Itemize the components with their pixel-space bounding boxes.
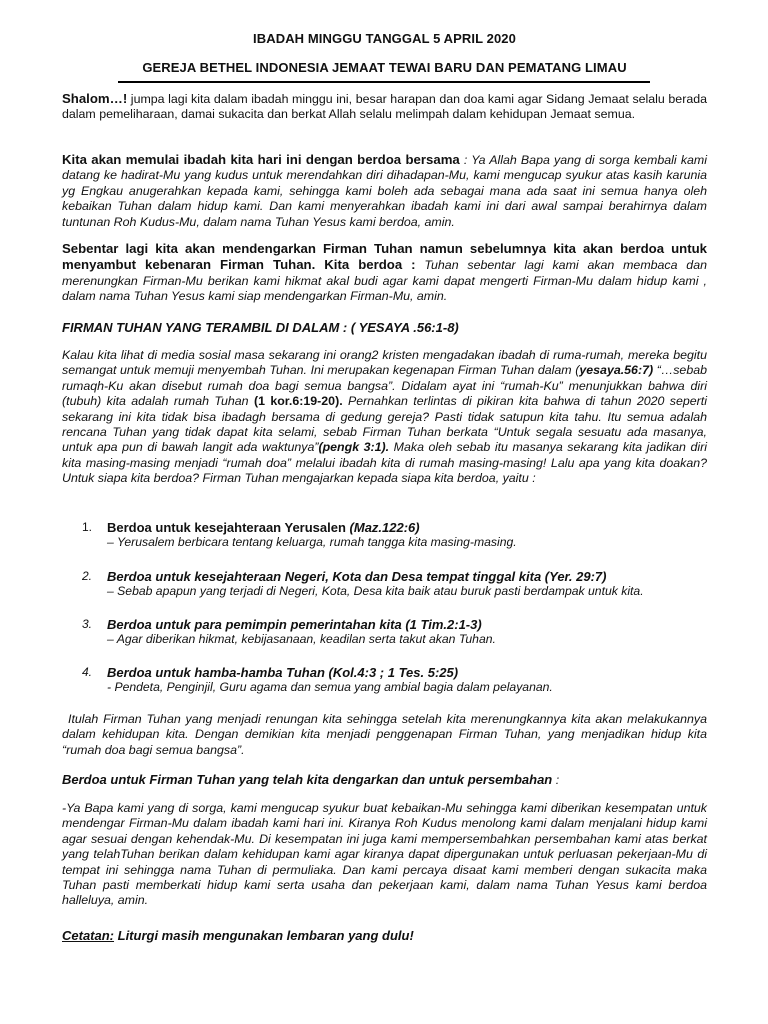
offering-heading: Berdoa untuk Firman Tuhan yang telah kita dengarkan dan untuk persembahan xyxy=(62,772,553,787)
prayer-point-title: Berdoa untuk kesejahteraan Yerusalen xyxy=(107,520,346,535)
prayer-point-desc: - Pendeta, Penginjil, Guru agama dan semua yang ambial bagia dalam pelayanan. xyxy=(107,680,553,695)
prayer-point-number: 4. xyxy=(82,665,93,679)
prayer-point xyxy=(82,665,707,696)
prayer-point-desc: – Agar diberikan hikmat, kebijasanaan, keadilan serta takut akan Tuhan. xyxy=(107,632,496,647)
document-title: IBADAH MINGGU TANGGAL 5 APRIL 2020 xyxy=(253,31,516,46)
prayer-point-number: 3. xyxy=(82,617,93,631)
prayer-point-desc: – Sebab apapun yang terjadi di Negeri, Kota, Desa kita baik atau buruk pasti berdampak untuk kita. xyxy=(107,584,644,599)
scripture-ref-kor: (1 kor.6:19-20). xyxy=(253,394,343,409)
prayer-point-number: 1. xyxy=(82,520,93,534)
prayer-point-ref: (Maz.122:6) xyxy=(345,520,420,535)
document-subtitle: GEREJA BETHEL INDONESIA JEMAAT TEWAI BARU DAN PEMATANG LIMAU xyxy=(142,60,627,75)
prayer-point xyxy=(82,617,707,648)
sermon-text-1: Kalau kita lihat di media sosial masa sekarang ini orang2 kristen mengadakan ibadah di ruma-rumah, mereka begitu semangat untuk memuji menyembah Tuhan. Ini merupakan kegenapan Firman Tuhan dalam ( xyxy=(62,348,707,378)
word-prayer-lead: Sebentar lagi kita akan mendengarkan Firman Tuhan namun sebelumnya kita akan berdoa untuk menyambut kebenaran Firman Tuhan. Kita berdoa : xyxy=(62,241,707,273)
prayer-point-title: Berdoa untuk hamba-hamba Tuhan xyxy=(107,665,325,680)
opening-prayer-lead: Kita akan memulai ibadah kita hari ini dengan berdoa bersama xyxy=(62,152,460,167)
greeting: Shalom…! xyxy=(62,91,128,106)
opening-paragraph xyxy=(62,91,707,123)
prayer-point-title: Berdoa untuk kesejahteraan Negeri, Kota dan Desa tempat tinggal kita xyxy=(107,569,542,584)
sermon-paragraph xyxy=(62,348,707,487)
word-prayer-text: Tuhan sebentar lagi kami akan membaca dan merenungkan Firman-Mu berikan kami hikmat akal budi agar kami dapat mengerti Firman-Mu dalam hidup kami , dalam nama Tuhan Yesus kami siap mendengarkan Firman-Mu, amin. xyxy=(62,258,707,304)
opening-prayer-paragraph xyxy=(62,152,707,230)
conclusion-paragraph: Itulah Firman Tuhan yang menjadi renungan kita sehingga setelah kita merenungkannya kita akan melakukannya dalam kehidupan kita. Dengan demikian kita menjadi penggenapan Firman Tuhan, yang menjadikan hidup kita “rumah doa bagi semua bangsa”. xyxy=(62,712,707,757)
scripture-heading: FIRMAN TUHAN YANG TERAMBIL DI DALAM : ( YESAYA .56:1-8) xyxy=(62,320,459,335)
prayer-point-number: 2. xyxy=(82,569,93,583)
sermon-text-2: “…sebab rumaqh-Ku akan disebut rumah doa bagi semua bangsa”. Didalam ayat ini “rumah-Ku” menunjukkan bahwa diri (tubuh) kita adalah rumah Tuhan xyxy=(62,363,707,409)
scripture-ref-pengk: (pengk 3:1). xyxy=(318,440,390,455)
offering-heading-line xyxy=(62,772,707,788)
prayer-point xyxy=(82,520,707,551)
sermon-text-4: Maka oleh sebab itu masanya sekarang kita jadikan diri kita masing-masing menjadi “rumah doa” melalui ibadah kita di rumah masing-masing! Lalu apa yang kita doakan? Untuk siapa kita berdoa? Firman Tuhan mengajarkan kepada siapa kita berdoa, yaitu : xyxy=(62,440,707,486)
title-divider xyxy=(118,81,650,83)
prayer-point-title: Berdoa untuk para pemimpin pemerintahan kita xyxy=(107,617,402,632)
prayer-point-ref: (Kol.4:3 ; 1 Tes. 5:25) xyxy=(324,665,459,680)
prayer-point-ref: (Yer. 29:7) xyxy=(541,569,607,584)
word-prayer-paragraph xyxy=(62,241,707,305)
sermon-text-3: Pernahkan terlintas di pikiran kita bahwa di tahun 2020 seperti sekarang ini kita tidak bisa ibadagh bersama di gedung gereja? Pasti tidak satupun kita tahu. Itu semua adalah rencana Tuhan yang tidak dapat kita selami, sebab Firman Tuhan berkata “Untuk segala sesuatu ada masanya, untuk apa pun di bawah langit ada waktunya” xyxy=(62,394,707,455)
prayer-point-desc: – Yerusalem berbicara tentang keluarga, rumah tangga kita masing-masing. xyxy=(107,535,517,550)
prayer-point-ref: (1 Tim.2:1-3) xyxy=(401,617,482,632)
opening-text: jumpa lagi kita dalam ibadah minggu ini, besar harapan dan doa kami agar Sidang Jemaat selalu berada dalam pemeliharaan, damai sukacita dan berkat Allah selalu melimpah dalam kehidupan Jemaat semua. xyxy=(62,92,707,122)
note-text: Liturgi masih mengunakan lembaran yang dulu! xyxy=(114,928,414,943)
liturgy-note xyxy=(62,928,414,943)
prayer-point xyxy=(82,569,707,600)
scripture-ref-yesaya: yesaya.56:7) xyxy=(579,363,654,378)
offering-heading-colon: : xyxy=(552,773,560,787)
opening-prayer-text: : Ya Allah Bapa yang di sorga kembali kami datang ke hadirat-Mu yang kudus untuk merendahkan diri dihadapan-Mu, kami mengucap syukur atas kasih karunia yg Engkau anugerahkan kepada kami, sehingga kami boleh ada sebagai mana ada saat ini semua hanya oleh kebaikan Tuhan dalam hidup kami. Dan kami menyerahkan ibadah kami ini dari awal sampai berahirnya dalam tuntunan Roh Kudus-Mu, dalam nama Tuhan Yesus kami berdoa, amin. xyxy=(62,153,707,229)
offering-prayer-paragraph: -Ya Bapa kami yang di sorga, kami mengucap syukur buat kebaikan-Mu sehingga kami diberikan kesempatan untuk mendengar Firman-Mu dalam ibadah kami hari ini. Kiranya Roh Kudus menolong kami dalam menjalani hidup kami agar sesuai dengan kehendak-Mu. Di kesempatan ini juga kami mempersembahkan persembahan kami atas berkat yang telahTuhan berikan dalam kehidupan kami agar kiranya dapat dipergunakan untuk perluasan pekerjaan-Mu di tempat ini sehingga nama Tuhan di permuliaka. Dan kami percaya disaat kami memberi dengan sukacita maka Tuhan pasti memberkati hidup kami serta usaha dan pekerjaan kami, dalam nama Tuhan Yesus kami berdoa halleluya, amin. xyxy=(62,801,707,908)
note-label: Cetatan: xyxy=(62,928,115,943)
